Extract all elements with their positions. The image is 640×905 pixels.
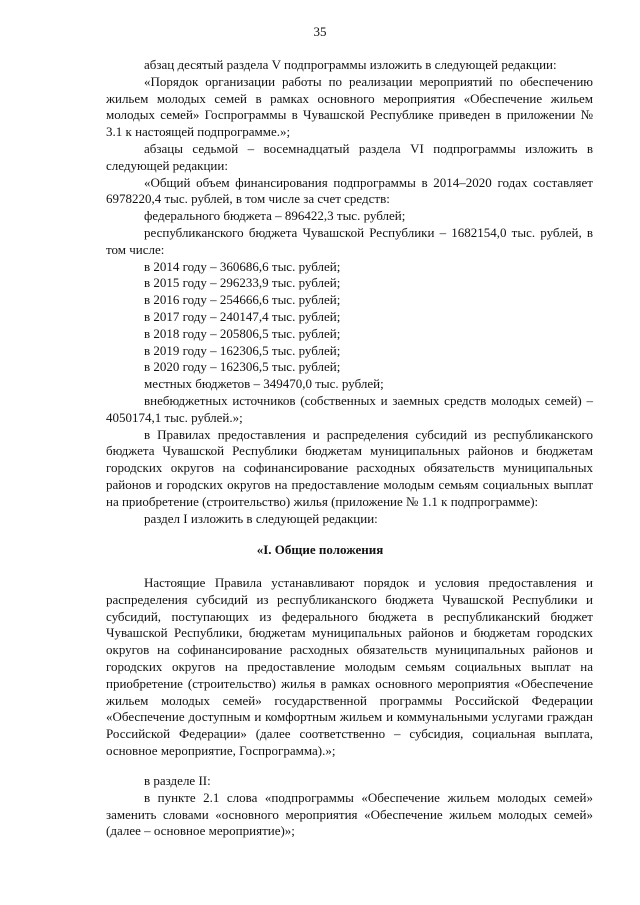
paragraph: абзацы седьмой – восемнадцатый раздела VI подпрограммы изложить в следующей редакции: [106,140,593,173]
year-line: в 2014 году – 360686,6 тыс. рублей; [144,258,341,274]
rules-section [106,575,593,760]
section-ii-changes [106,773,593,840]
paragraph: Настоящие Правила устанавливают порядок и условия предоставления и распределения субсидий из республиканского бюджета Чувашской Республики и субсидий, поступающих из федерального бюджета в республиканский бюджет Чувашской Республики, бюджетам муниципальных районов и бюджетам городских округов на софинансирование расходных обязательств муниципальных районов и городских округов на предоставление молодым семьям социальных выплат на приобретение (строительство) жилья в рамках основного мероприятия «Обеспечение жильем молодых семей» государственной программы Российской Федерации «Обеспечение доступным и комфортным жильем и коммунальными услугами граждан Российской Федерации» (далее соответственно – субсидия, социальная выплата, основное мероприятие, Госпрограмма).»; [106,575,593,758]
paragraph: «Общий объем финансирования подпрограммы в 2014–2020 годах составляет 6978220,4 тыс. рублей, в том числе за счет средств: [106,174,593,207]
paragraph: в Правилах предоставления и распределения субсидий из республиканского бюджета Чувашской Республики бюджетам муниципальных районов и бюджетам городских округов на софинансирование расходных обязательств муниципальных районов и городских округов на предоставление молодым семьям социальных выплат на приобретение (строительство) жилья (приложение № 1.1 к подпрограмме): [106,426,593,509]
page-number: 35 [313,24,327,39]
paragraph: в разделе II: [144,773,211,788]
amendments-section [106,57,593,527]
paragraph: внебюджетных источников (собственных и заемных средств молодых семей) – 4050174,1 тыс. рублей.»; [106,392,593,425]
paragraph: «Порядок организации работы по реализации мероприятий по обеспечению жильем молодых семей в рамках основного мероприятия «Обеспечение жильем молодых семей» Госпрограммы в Чувашской Республике приведен в приложении № 3.1 к настоящей подпрограмме.»; [106,73,593,140]
section-heading: «I. Общие положения [256,542,384,557]
paragraph: абзац десятый раздела V подпрограммы изложить в следующей редакции: [144,57,557,72]
paragraph: в пункте 2.1 слова «подпрограммы «Обеспечение жильем молодых семей» заменить словами «основного мероприятия «Обеспечение жильем молодых семей» (далее – основное мероприятие)»; [106,789,593,839]
year-line: в 2015 году – 296233,9 тыс. рублей; [144,275,341,291]
year-line: в 2019 году – 162306,5 тыс. рублей; [144,342,341,358]
year-line: в 2017 году – 240147,4 тыс. рублей; [144,308,341,324]
paragraph: раздел I изложить в следующей редакции: [144,510,378,526]
year-line: в 2016 году – 254666,6 тыс. рублей; [144,292,341,308]
paragraph: республиканского бюджета Чувашской Республики – 1682154,0 тыс. рублей, в том числе: [106,224,593,257]
paragraph: федерального бюджета – 896422,3 тыс. рублей; [144,208,406,224]
paragraph: местных бюджетов – 349470,0 тыс. рублей; [144,376,384,392]
year-line: в 2020 году – 162306,5 тыс. рублей; [144,359,341,375]
year-line: в 2018 году – 205806,5 тыс. рублей; [144,325,341,341]
